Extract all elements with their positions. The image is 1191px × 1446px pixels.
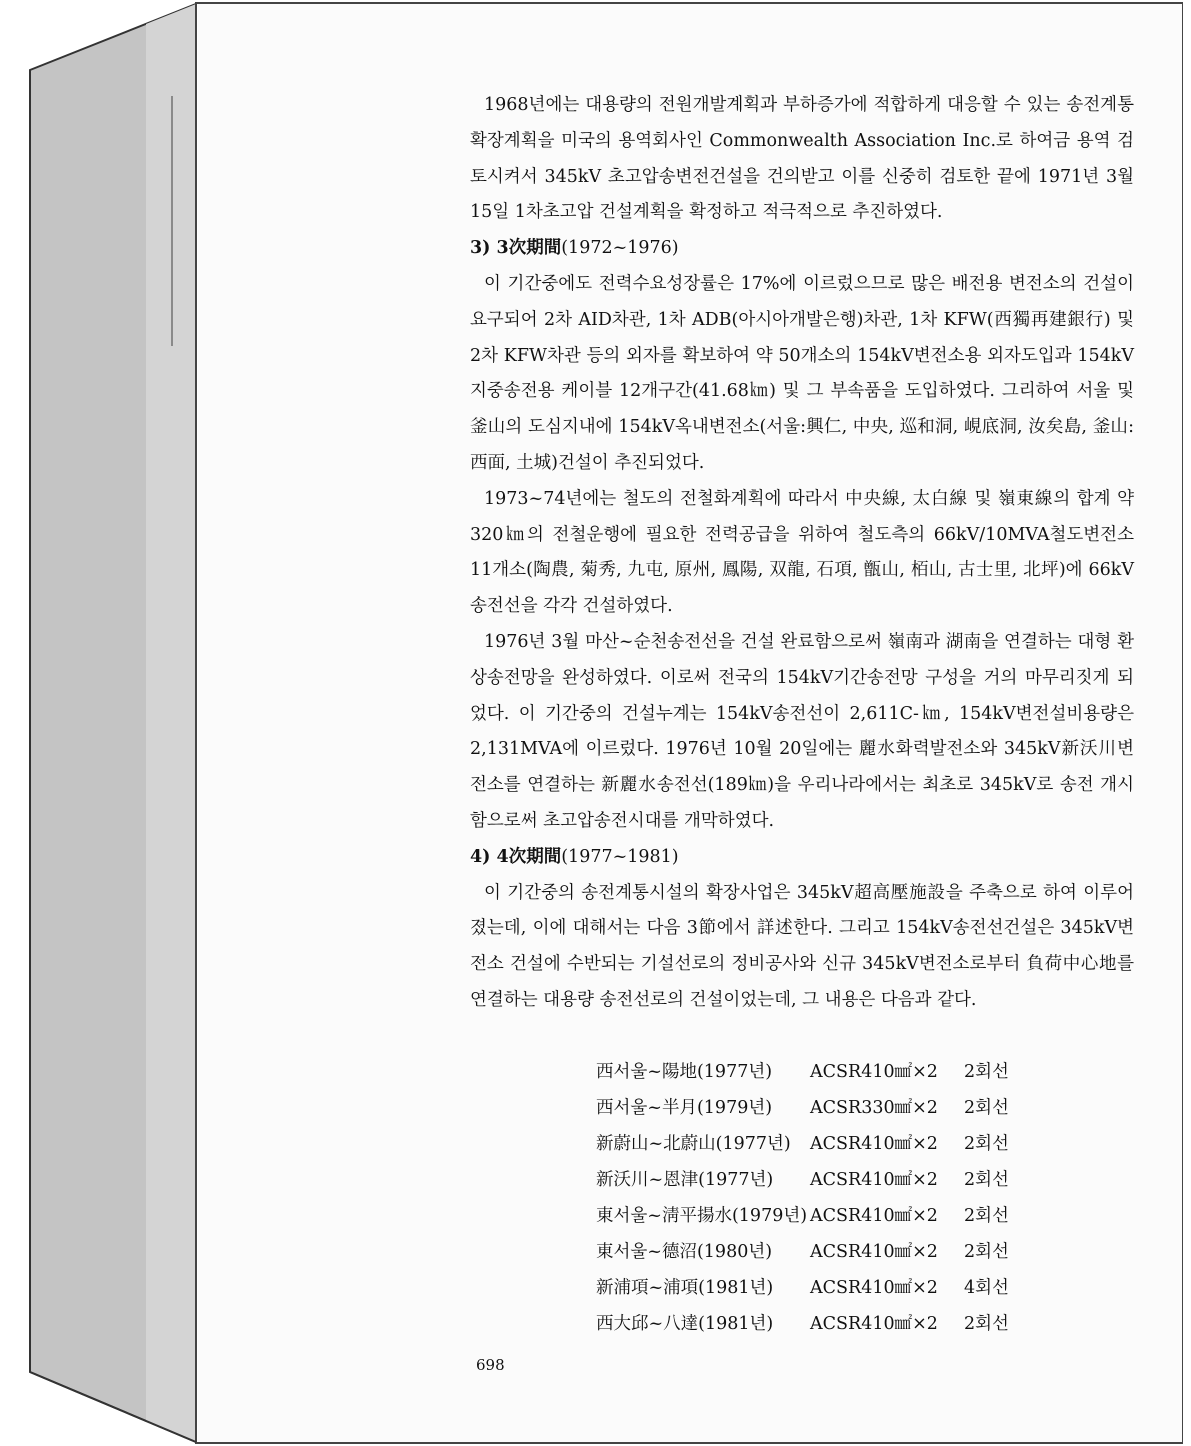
table-row [596,1162,1044,1198]
conductor-cell: ACSR410㎟×2 [810,1242,938,1262]
conductor-cell: ACSR410㎟×2 [810,1278,938,1298]
table-row [596,1270,1044,1306]
conductor-cell: ACSR330㎟×2 [810,1098,938,1118]
conductor-cell: ACSR410㎟×2 [810,1134,938,1154]
conductor-cell: ACSR410㎟×2 [810,1206,938,1226]
route-cell: 新浦項~浦項(1981년) [596,1278,774,1298]
section-3-paragraph-2: 1973~74년에는 철도의 전철화계획에 따라서 中央線, 太白線 및 嶺東線의 합계 약 320㎞의 전철운행에 필요한 전력공급을 위하여 철도측의 66kV/10MVA철도변전소 11개소(陶農, 菊秀, 九屯, 原州, 鳳陽, 双龍, 石項, 甑山, 栢山, 古士里, 北坪)에 66kV 송전선을 각각 건설하였다. [470,488,1134,617]
transmission-lines-table [596,1054,1044,1342]
circuits-cell: 4회선 [964,1278,1009,1298]
section-4-title: 4) 4次期間 [470,846,562,867]
circuits-cell: 2회선 [964,1062,1009,1082]
circuits-cell: 2회선 [964,1206,1009,1226]
section-3-paragraph-3: 1976년 3월 마산~순천송전선을 건설 완료함으로써 嶺南과 湖南을 연결하는 대형 환상송전망을 완성하였다. 이로써 전국의 154kV기간송전망 구성을 거의 마무리짓게 되었다. 이 기간중의 건설누계는 154kV송전선이 2,611C-㎞, 154kV변전설비용량은 2,131MVA에 이르렀다. 1976년 10월 20일에는 麗水화력발전소와 345kV新沃川변전소를 연결하는 新麗水송전선(189㎞)을 우리나라에서는 최초로 345kV로 송전 개시함으로써 초고압송전시대를 개막하였다. [470,631,1134,831]
route-cell: 西서울~半月(1979년) [596,1098,773,1118]
circuits-cell: 2회선 [964,1242,1009,1262]
section-4-paragraph-1: 이 기간중의 송전계통시설의 확장사업은 345kV超高壓施設을 주축으로 하여 이루어졌는데, 이에 대해서는 다음 3節에서 詳述한다. 그리고 154kV송전선건설은 345kV변전소 건설에 수반되는 기설선로의 정비공사와 신규 345kV변전소로부터 負荷中心地를 연결하는 대용량 송전선로의 건설이었는데, 그 내용은 다음과 같다. [470,882,1134,1010]
table-row [596,1126,1044,1162]
section-3-title: 3) 3次期間 [470,238,562,259]
section-4-range: (1977~1981) [561,846,679,867]
circuits-cell: 2회선 [964,1314,1009,1334]
table-row [596,1306,1044,1342]
conductor-cell: ACSR410㎟×2 [810,1062,938,1082]
body-text [470,88,1134,1019]
route-cell: 新蔚山~北蔚山(1977년) [596,1134,791,1154]
circuits-cell: 2회선 [964,1098,1009,1118]
section-3-range: (1972~1976) [561,238,679,259]
page-number: 698 [476,1356,505,1374]
table-row [596,1054,1044,1090]
table-row [596,1198,1044,1234]
route-cell: 東서울~淸平揚水(1979년) [596,1206,808,1226]
section-3-paragraph-1: 이 기간중에도 전력수요성장률은 17%에 이르렀으므로 많은 배전용 변전소의 건설이 요구되어 2차 AID차관, 1차 ADB(아시아개발은행)차관, 1차 KFW(西獨再建銀行) 및 2차 KFW차관 등의 외자를 확보하여 약 50개소의 154kV변전소용 외자도입과 154kV지중송전용 케이블 12개구간(41.68㎞) 및 그 부속품을 도입하였다. 그리하여 서울 및 釜山의 도심지내에 154kV옥내변전소(서울:興仁, 中央, 巡和洞, 峴底洞, 汝矣島, 釜山:西面, 土城)건설이 추진되었다. [470,273,1134,473]
route-cell: 東서울~德沼(1980년) [596,1242,773,1262]
intro-paragraph: 1968년에는 대용량의 전원개발계획과 부하증가에 적합하게 대응할 수 있는 송전계통 확장계획을 미국의 용역회사인 Commonwealth Association Inc.로 하여금 용역 검토시켜서 345kV 초고압송변전건설을 건의받고 이를 신중히 검토한 끝에 1971년 3월 15일 1차초고압 건설계획을 확정하고 적극적으로 추진하였다. [470,95,1134,223]
section-4-heading [470,840,1134,876]
conductor-cell: ACSR410㎟×2 [810,1314,938,1334]
route-cell: 西서울~陽地(1977년) [596,1062,773,1082]
circuits-cell: 2회선 [964,1134,1009,1154]
table-row [596,1090,1044,1126]
route-cell: 西大邱~八達(1981년) [596,1314,774,1334]
conductor-cell: ACSR410㎟×2 [810,1170,938,1190]
table-row [596,1234,1044,1270]
section-3-heading [470,231,1134,267]
route-cell: 新沃川~恩津(1977년) [596,1170,774,1190]
circuits-cell: 2회선 [964,1170,1009,1190]
